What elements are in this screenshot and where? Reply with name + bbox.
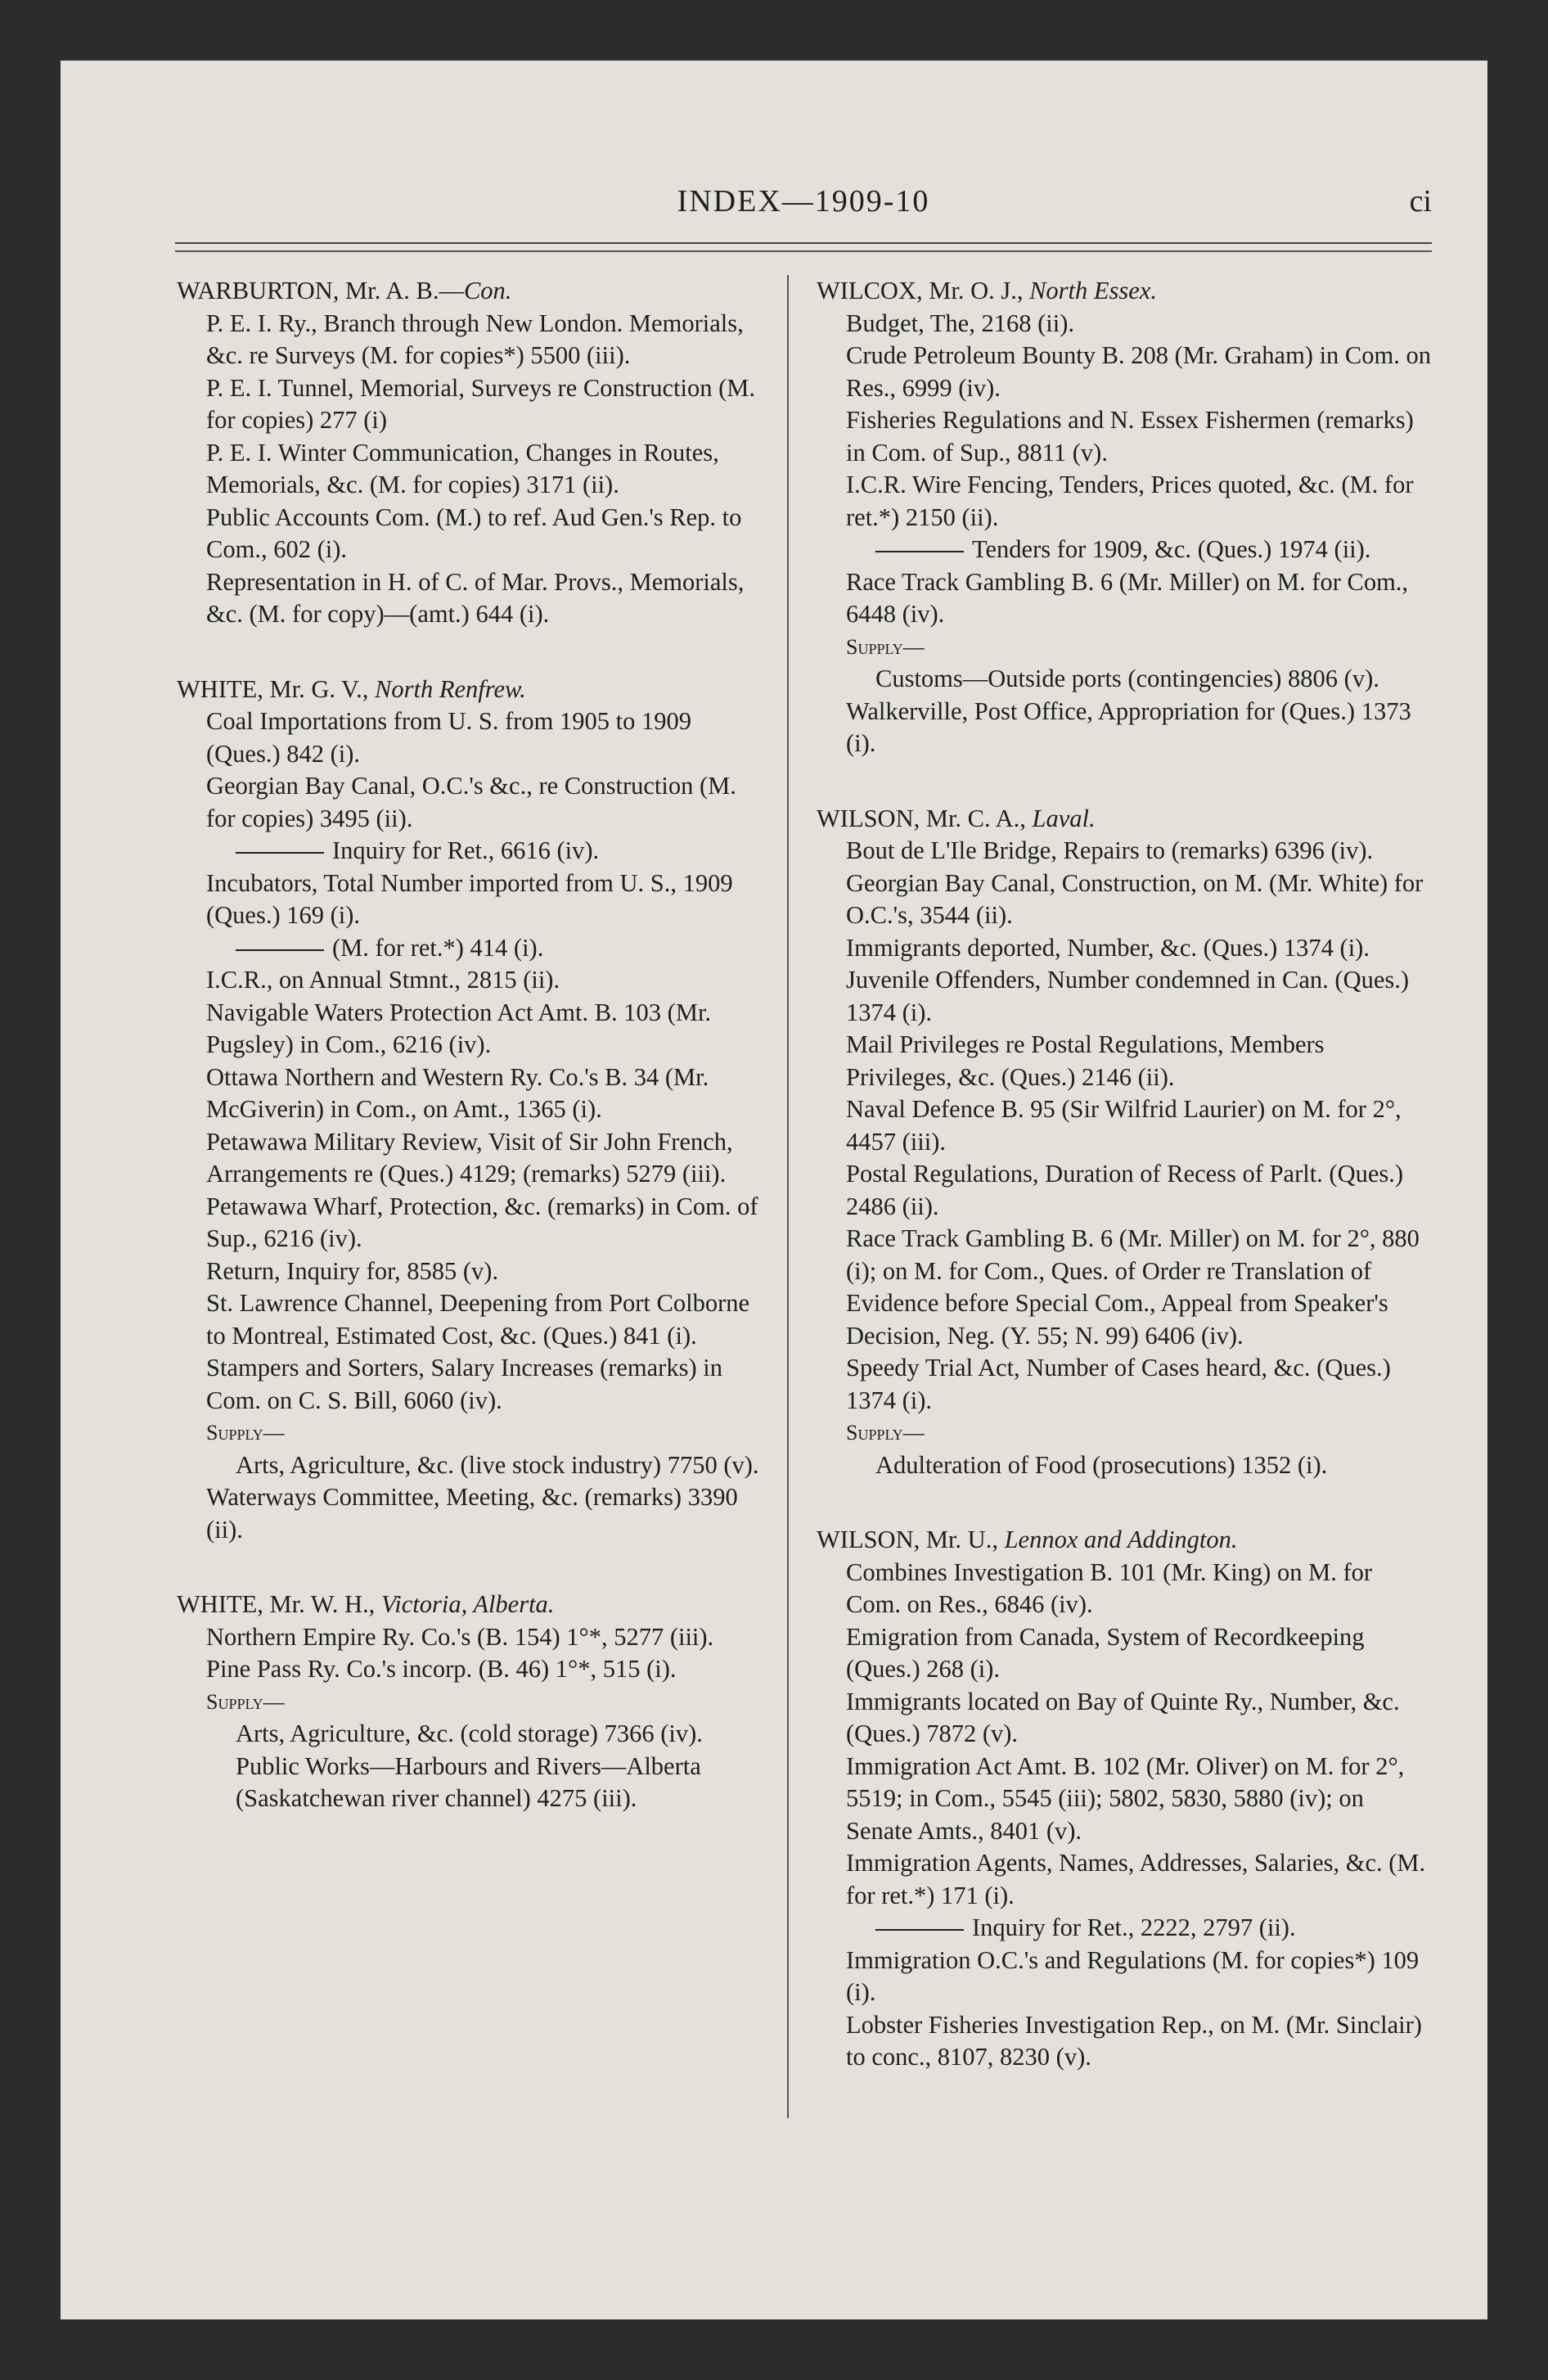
index-item: Ottawa Northern and Western Ry. Co.'s B. 34 (Mr. McGiverin) in Com., on Amt., 1365 (i). [206,1062,709,1123]
index-item: Arts, Agriculture, &c. (live stock industry) 7750 (v). [236,1450,759,1479]
index-entry-wilcox [817,275,1432,760]
entry-heading: WILSON, Mr. U., Lennox and Addington. [817,1526,1238,1553]
column-divider [787,275,789,2118]
index-item: Walkerville, Post Office, Appropriation for (Ques.) 1373 (i). [846,696,1411,757]
index-item: Arts, Agriculture, &c. (cold storage) 7366 (iv). [236,1720,703,1747]
index-entry-warburton [177,275,763,631]
index-item: Incubators, Total Number imported from U. S., 1909 (Ques.) 169 (i). [206,868,733,929]
entry-heading: WHITE, Mr. W. H., Victoria, Alberta. [177,1590,555,1618]
index-item: Immigrants located on Bay of Quinte Ry., Number, &c. (Ques.) 7872 (v). [846,1687,1400,1747]
index-item: Georgian Bay Canal, Construction, on M. (Mr. White) for O.C.'s, 3544 (ii). [846,868,1424,929]
index-item: Budget, The, 2168 (ii). [846,309,1074,337]
em-dash-rule [236,949,324,951]
index-item-continued: Tenders for 1909, &c. (Ques.) 1974 (ii). [875,534,1432,566]
index-item: Crude Petroleum Bounty B. 208 (Mr. Graham) in Com. on Res., 6999 (iv). [846,341,1431,402]
index-item: Petawawa Wharf, Protection, &c. (remarks) in Com. of Sup., 6216 (iv). [206,1192,758,1252]
supply-heading: Supply— [206,1421,285,1445]
index-item: Emigration from Canada, System of Recordkeeping (Ques.) 268 (i). [846,1622,1365,1683]
index-item-continued: Inquiry for Ret., 6616 (iv). [236,835,763,868]
left-column [177,275,763,1858]
index-item: Lobster Fisheries Investigation Rep., on M. (Mr. Sinclair) to conc., 8107, 8230 (v). [846,2010,1422,2071]
index-item: Mail Privileges re Postal Regulations, Members Privileges, &c. (Ques.) 2146 (ii). [846,1030,1325,1091]
supply-heading: Supply— [846,634,925,659]
index-item: Coal Importations from U. S. from 1905 to 1909 (Ques.) 842 (i). [206,707,692,768]
index-page [61,61,1487,2319]
page-header [175,183,1432,232]
index-item: Representation in H. of C. of Mar. Provs., Memorials, &c. (M. for copy)—(amt.) 644 (i). [206,567,745,628]
index-item: Immigration Agents, Names, Addresses, Salaries, &c. (M. for ret.*) 171 (i). [846,1849,1426,1909]
index-item: Return, Inquiry for, 8585 (v). [206,1256,499,1285]
page-number: ci [1409,184,1432,219]
entry-heading: WHITE, Mr. G. V., North Renfrew. [177,674,526,703]
em-dash-rule [875,1929,964,1931]
index-item: Adulteration of Food (prosecutions) 1352 (i). [875,1450,1328,1479]
index-item: Immigrants deported, Number, &c. (Ques.) 1374 (i). [846,933,1370,962]
index-item-continued: Inquiry for Ret., 2222, 2797 (ii). [875,1912,1432,1945]
index-entry-wilson-c [817,803,1432,1482]
entry-heading: WILCOX, Mr. O. J., North Essex. [817,277,1157,304]
index-entry-white-g [177,674,763,1547]
index-item: Pine Pass Ry. Co.'s incorp. (B. 46) 1°*, 515 (i). [206,1655,677,1683]
index-item: Customs—Outside ports (contingencies) 8806 (v). [875,665,1379,692]
index-item: Postal Regulations, Duration of Recess of Parlt. (Ques.) 2486 (ii). [846,1160,1404,1220]
index-item: Immigration O.C.'s and Regulations (M. for copies*) 109 (i). [846,1945,1420,2006]
entry-heading: WILSON, Mr. C. A., Laval. [817,804,1096,832]
index-item-continued: (M. for ret.*) 414 (i). [236,932,763,965]
supply-heading: Supply— [206,1689,285,1714]
index-item: Public Accounts Com. (M.) to ref. Aud Gen.'s Rep. to Com., 602 (i). [206,503,742,563]
index-item: Race Track Gambling B. 6 (Mr. Miller) on M. for 2°, 880 (i); on M. for Com., Ques. of Order re Translation of Evidence before Special Com., Appeal from Speaker's Decision, Neg. (Y. 55; N. 99) 6406 (iv). [846,1224,1420,1350]
index-item: Naval Defence B. 95 (Sir Wilfrid Laurier) on M. for 2°, 4457 (iii). [846,1095,1402,1156]
index-entry-white-w [177,1589,763,1815]
index-entry-wilson-u [817,1524,1432,2074]
index-item: Immigration Act Amt. B. 102 (Mr. Oliver) on M. for 2°, 5519; in Com., 5545 (iii); 5802, 5830, 5880 (iv); on Senate Amts., 8401 (v). [846,1751,1405,1845]
index-item: P. E. I. Tunnel, Memorial, Surveys re Construction (M. for copies) 277 (i) [206,373,755,434]
index-item: Navigable Waters Protection Act Amt. B. 103 (Mr. Pugsley) in Com., 6216 (iv). [206,998,712,1058]
index-item: Speedy Trial Act, Number of Cases heard, &c. (Ques.) 1374 (i). [846,1354,1391,1414]
index-item: Public Works—Harbours and Rivers—Alberta (Saskatchewan river channel) 4275 (iii). [236,1751,701,1812]
index-item: I.C.R., on Annual Stmnt., 2815 (ii). [206,966,560,994]
index-item: P. E. I. Winter Communication, Changes in Routes, Memorials, &c. (M. for copies) 3171 (ii). [206,438,719,498]
em-dash-rule [236,852,324,854]
index-item: Northern Empire Ry. Co.'s (B. 154) 1°*, 5277 (iii). [206,1622,714,1651]
index-item: Combines Investigation B. 101 (Mr. King) on M. for Com. on Res., 6846 (iv). [846,1557,1373,1618]
index-item: Stampers and Sorters, Salary Increases (remarks) in Com. on C. S. Bill, 6060 (iv). [206,1354,722,1414]
index-item: Fisheries Regulations and N. Essex Fishermen (remarks) in Com. of Sup., 8811 (v). [846,406,1414,467]
index-item: Bout de L'Ile Bridge, Repairs to (remarks) 6396 (iv). [846,836,1374,864]
index-item: Georgian Bay Canal, O.C.'s &c., re Construction (M. for copies) 3495 (ii). [206,772,736,832]
index-item: I.C.R. Wire Fencing, Tenders, Prices quoted, &c. (M. for ret.*) 2150 (ii). [846,471,1414,531]
entry-heading: WARBURTON, Mr. A. B.—Con. [177,277,512,304]
index-item: P. E. I. Ry., Branch through New London. Memorials, &c. re Surveys (M. for copies*) 5500 (iii). [206,309,744,369]
header-rule [175,242,1432,244]
index-item: Race Track Gambling B. 6 (Mr. Miller) on M. for Com., 6448 (iv). [846,567,1409,628]
header-rule-double [175,250,1432,252]
index-item: Petawawa Military Review, Visit of Sir John French, Arrangements re (Ques.) 4129; (remarks) 5279 (iii). [206,1127,733,1188]
index-item: Waterways Committee, Meeting, &c. (remarks) 3390 (ii). [206,1483,738,1544]
index-item: Juvenile Offenders, Number condemned in Can. (Ques.) 1374 (i). [846,966,1410,1026]
page-title: INDEX—1909-10 [677,184,930,219]
em-dash-rule [875,551,964,552]
supply-heading: Supply— [846,1421,925,1445]
index-item: St. Lawrence Channel, Deepening from Port Colborne to Montreal, Estimated Cost, &c. (Ques.) 841 (i). [206,1289,750,1350]
right-column [817,275,1432,2116]
